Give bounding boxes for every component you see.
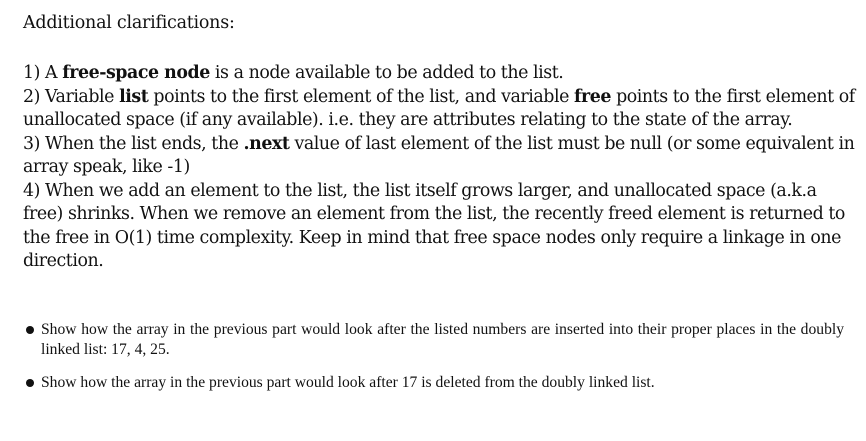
- clarification-1: [23, 62, 858, 86]
- clarification-4: 4) When we add an element to the list, the list itself grows larger, and unallocated space (a.k.a free) shrinks. When we remove an element from the list, the recently freed element is returned to the free in O(1) time complexity. Keep in mind that free space nodes only require a linkage in one direction.: [23, 180, 845, 271]
- bullet-icon: [26, 326, 34, 334]
- task-item-insert: [26, 320, 844, 360]
- clarification-2-prefix: 2) Variable: [23, 86, 120, 107]
- clarification-2-term-free: free: [574, 86, 612, 107]
- clarification-2: [23, 86, 858, 133]
- task-item-delete: [26, 373, 844, 393]
- clarification-3: [23, 133, 858, 180]
- clarifications-list: [23, 62, 858, 274]
- clarification-2-middle: points to the first element of the list, and variable: [148, 86, 575, 107]
- clarification-1-prefix: 1) A: [23, 63, 63, 83]
- clarification-2-suffix: points to the first element of unallocated space (if any available). i.e. they are attributes relating to the state of the array.: [23, 86, 855, 130]
- task-text: Show how the array in the previous part would look after 17 is deleted from the doubly linked list.: [41, 374, 655, 391]
- clarification-2-term-list: list: [119, 86, 149, 107]
- bullet-icon: [26, 379, 34, 387]
- section-heading: Additional clarifications:: [23, 13, 235, 33]
- clarification-1-suffix: is a node available to be added to the list.: [209, 63, 564, 83]
- clarification-3-term: .next: [243, 133, 290, 154]
- clarification-3-suffix: value of last element of the list must be null (or some equivalent in array speak, like -1): [23, 133, 855, 177]
- task-text: Show how the array in the previous part would look after the listed numbers are inserted into their proper places in the doubly linked list: 17, 4, 25.: [41, 321, 844, 358]
- clarification-3-prefix: 3) When the list ends, the: [23, 133, 244, 154]
- task-list: [26, 320, 844, 406]
- clarification-1-term: free-space node: [62, 63, 210, 83]
